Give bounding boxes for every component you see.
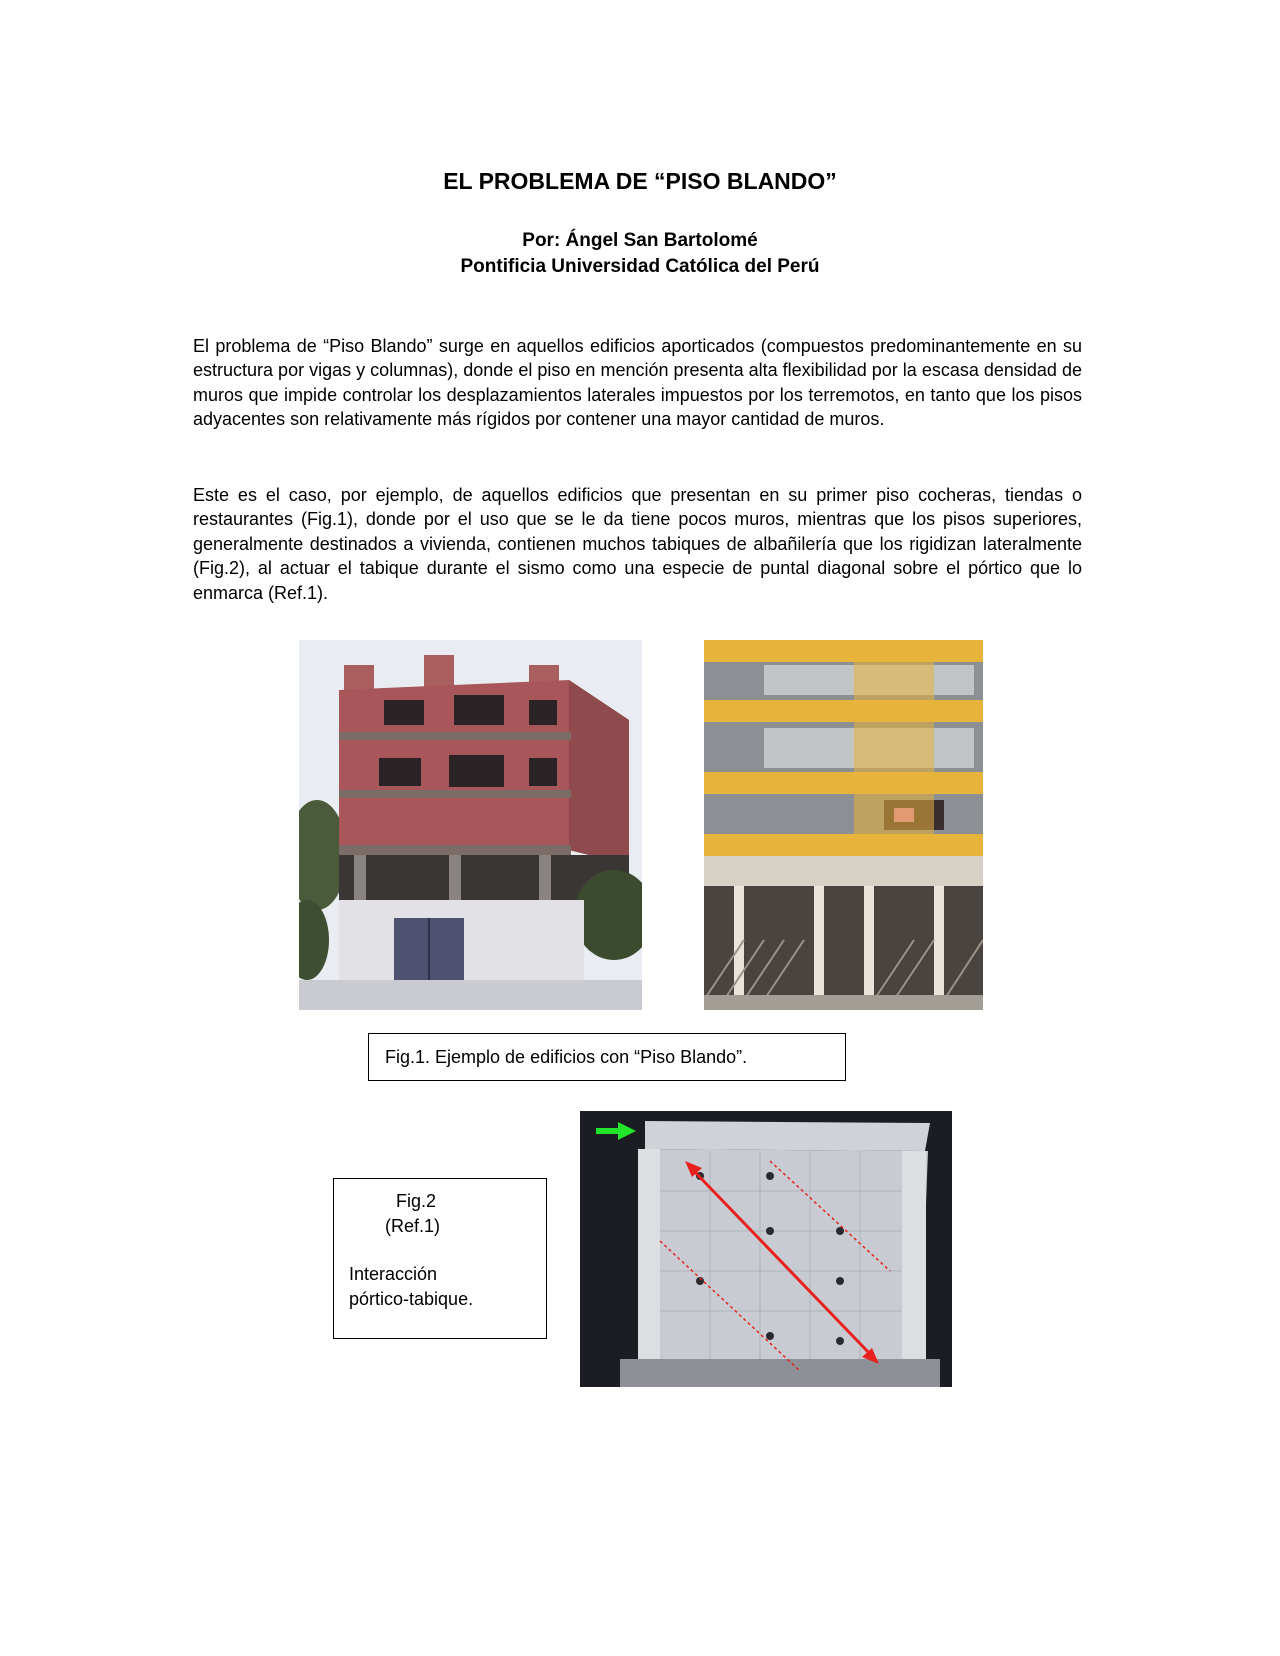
author-name: Por: Ángel San Bartolomé [522, 230, 758, 251]
author-affiliation: Pontificia Universidad Católica del Perú [460, 256, 820, 277]
figure1-caption: Fig.1. Ejemplo de edificios con “Piso Blando”. [385, 1047, 748, 1067]
figure1-caption-box [368, 1033, 846, 1081]
figure2-caption-box [333, 1178, 547, 1339]
photo-brick-building [299, 640, 642, 1010]
photo-apartment-building [704, 640, 983, 1010]
author-block [0, 228, 1280, 280]
figure2-reference: (Ref.1) [385, 1216, 441, 1236]
paragraph-2: Este es el caso, por ejemplo, de aquellos edificios que presentan en su primer piso cocheras, tiendas o restaurantes (Fig.1), donde por el uso que se le da tiene pocos muros, mientras que los pisos superiores, generalmente destinados a vivienda, contienen muchos tabiques de albañilería que los rigidizan lateralmente (Fig.2), al actuar el tabique durante el sismo como una especie de puntal diagonal sobre el pórtico que lo enmarca (Ref.1). [193, 485, 1082, 603]
figure2-description-line2: pórtico-tabique. [349, 1289, 474, 1309]
figure2-description-line1: Interacción [349, 1264, 438, 1284]
document-title: EL PROBLEMA DE “PISO BLANDO” [443, 168, 837, 194]
figure2-label: Fig.2 [396, 1191, 437, 1211]
paragraph-1: El problema de “Piso Blando” surge en aquellos edificios aporticados (compuestos predominantemente en su estructura por vigas y columnas), donde el piso en mención presenta alta flexibilidad por la escasa densidad de muros que impide controlar los desplazamientos laterales impuestos por los terremotos, en tanto que los pisos adyacentes son relativamente más rígidos por contener una mayor cantidad de muros. [193, 336, 1082, 430]
photo-frame-infill-test [580, 1111, 952, 1387]
